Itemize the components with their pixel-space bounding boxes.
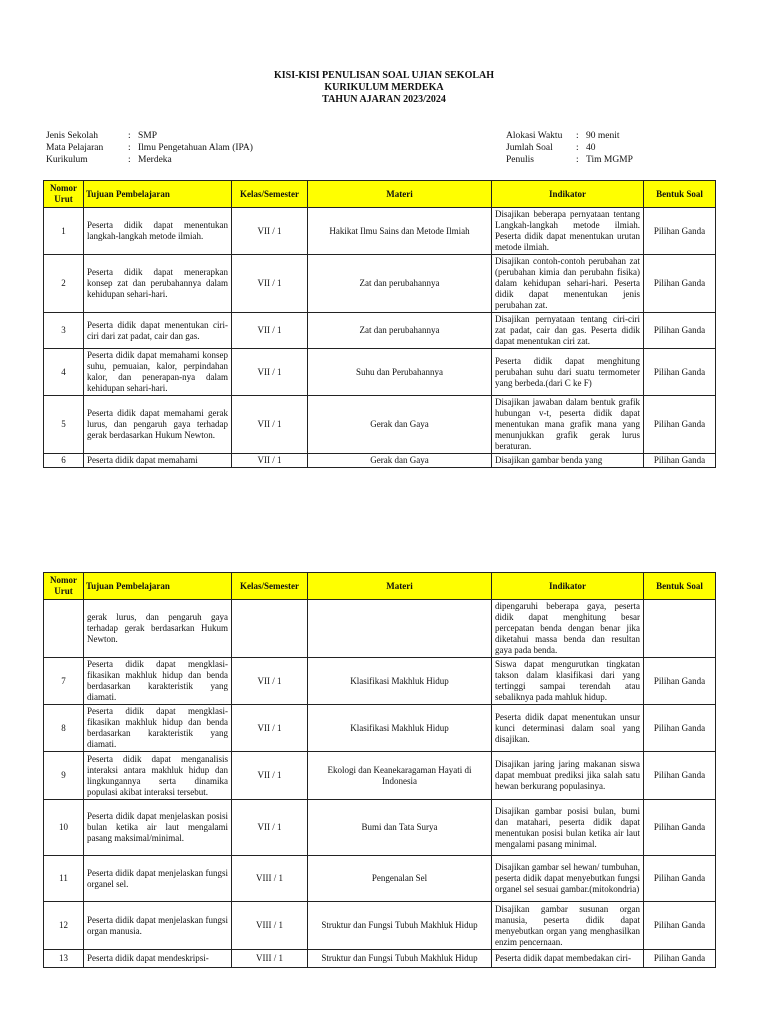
cell-tujuan: Peserta didik dapat mengklasi-fikasikan makhluk hidup dan benda berdasarkan karakteristik yang diamati. xyxy=(84,658,232,705)
cell-materi: Klasifikasi Makhluk Hidup xyxy=(308,658,492,705)
meta-value: SMP xyxy=(138,131,158,141)
table-row xyxy=(44,255,716,313)
cell-indikator: Disajikan beberapa pernyataan tentang Langkah-langkah metode ilmiah. Peserta didik dapat menentukan urutan metode ilmiah. xyxy=(492,208,644,255)
meta-sep: : xyxy=(128,155,131,165)
cell-materi: Zat dan perubahannya xyxy=(308,313,492,349)
cell-kelas: VII / 1 xyxy=(232,705,308,752)
blueprint-table-page1 xyxy=(43,180,716,468)
meta-label: Jenis Sekolah xyxy=(46,131,98,141)
meta-label: Mata Pelajaran xyxy=(46,143,104,153)
meta-value: 40 xyxy=(586,143,596,153)
cell-tujuan: Peserta didik dapat menjelaskan fungsi organ manusia. xyxy=(84,902,232,950)
cell-kelas: VIII / 1 xyxy=(232,856,308,902)
cell-tujuan: Peserta didik dapat mendeskripsi- xyxy=(84,950,232,968)
cell-indikator: Disajikan jaring jaring makanan siswa dapat membuat prediksi jika salah satu hewan berkurang populasinya. xyxy=(492,752,644,800)
doc-title-line3: TAHUN AJARAN 2023/2024 xyxy=(322,94,446,105)
cell-tujuan: Peserta didik dapat mengklasi-fikasikan makhluk hidup dan benda berdasarkan karakteristik yang diamati. xyxy=(84,705,232,752)
meta-row xyxy=(506,154,633,166)
table-row xyxy=(44,600,716,658)
cell-tujuan: Peserta didik dapat memahami konsep suhu, pemuaian, kalor, perpindahan kalor, dan penerapan-nya dalam kehidupan sehari-hari. xyxy=(84,349,232,396)
cell-no: 13 xyxy=(44,950,84,968)
cell-kelas: VII / 1 xyxy=(232,800,308,856)
cell-no: 10 xyxy=(44,800,84,856)
doc-title-line1: KISI-KISI PENULISAN SOAL UJIAN SEKOLAH xyxy=(273,70,495,81)
doc-title-line2: KURIKULUM MERDEKA xyxy=(324,82,444,93)
cell-indikator: dipengaruhi beberapa gaya, peserta didik dapat menghitung besar percepatan benda dengan benar jika diketahui massa benda dan resultan gaya pada benda. xyxy=(492,600,644,658)
meta-label: Jumlah Soal xyxy=(506,143,553,153)
table-row xyxy=(44,902,716,950)
cell-no: 8 xyxy=(44,705,84,752)
cell-materi: Gerak dan Gaya xyxy=(308,396,492,454)
cell-materi: Zat dan perubahannya xyxy=(308,255,492,313)
cell-materi: Pengenalan Sel xyxy=(308,856,492,902)
cell-bentuk: Pilihan Ganda xyxy=(644,454,716,468)
cell-indikator: Peserta didik dapat menghitung perubahan suhu dari suatu termometer yang berbeda.(dari C ke F) xyxy=(492,349,644,396)
meta-value: 90 menit xyxy=(586,131,620,141)
cell-kelas: VII / 1 xyxy=(232,752,308,800)
cell-no: 6 xyxy=(44,454,84,468)
table-row xyxy=(44,208,716,255)
cell-no: 2 xyxy=(44,255,84,313)
table-header-row xyxy=(44,573,716,600)
cell-bentuk: Pilihan Ganda xyxy=(644,950,716,968)
cell-materi: Bumi dan Tata Surya xyxy=(308,800,492,856)
meta-sep: : xyxy=(576,143,579,153)
meta-sep: : xyxy=(576,131,579,141)
table-row xyxy=(44,313,716,349)
cell-no: 5 xyxy=(44,396,84,454)
cell-kelas: VIII / 1 xyxy=(232,950,308,968)
cell-indikator: Disajikan contoh-contoh perubahan zat (perubahan kimia dan perubahn fisika) dalam kehidupan sehari-hari. Peserta didik dapat menentukan jenis perubahan zat. xyxy=(492,255,644,313)
cell-bentuk: Pilihan Ganda xyxy=(644,752,716,800)
cell-indikator: Disajikan gambar sel hewan/ tumbuhan, peserta didik dapat menyebutkan fungsi organel sel sesuai gambar.(mitokondria) xyxy=(492,856,644,902)
cell-tujuan: Peserta didik dapat menentukan langkah-langkah metode ilmiah. xyxy=(84,208,232,255)
cell-no: 12 xyxy=(44,902,84,950)
table-row xyxy=(44,856,716,902)
cell-tujuan: gerak lurus, dan pengaruh gaya terhadap gerak berdasarkan Hukum Newton. xyxy=(84,600,232,658)
cell-no xyxy=(44,600,84,658)
cell-bentuk: Pilihan Ganda xyxy=(644,800,716,856)
cell-tujuan: Peserta didik dapat menjelaskan posisi bulan ketika air laut mengalami pasang maksimal/minimal. xyxy=(84,800,232,856)
meta-value: Ilmu Pengetahuan Alam (IPA) xyxy=(138,143,253,153)
cell-bentuk: Pilihan Ganda xyxy=(644,208,716,255)
cell-no: 4 xyxy=(44,349,84,396)
cell-tujuan: Peserta didik dapat memahami xyxy=(84,454,232,468)
cell-no: 1 xyxy=(44,208,84,255)
col-header-bentuk: Bentuk Soal xyxy=(644,181,716,208)
cell-indikator: Peserta didik dapat menentukan unsur kunci determinasi dalam soal yang disajikan. xyxy=(492,705,644,752)
meta-left xyxy=(46,130,253,166)
cell-bentuk: Pilihan Ganda xyxy=(644,705,716,752)
meta-row xyxy=(46,154,253,166)
cell-kelas: VII / 1 xyxy=(232,396,308,454)
table-header-row xyxy=(44,181,716,208)
cell-indikator: Disajikan jawaban dalam bentuk grafik hubungan v-t, peserta didik dapat menentukan mana grafik mana yang menunjukkan grafik gerak lurus beraturan. xyxy=(492,396,644,454)
col-header-materi: Materi xyxy=(308,573,492,600)
col-header-tujuan: Tujuan Pembelajaran xyxy=(84,181,232,208)
col-header-indikator: Indikator xyxy=(492,573,644,600)
cell-tujuan: Peserta didik dapat menerapkan konsep zat dan perubahannya dalam kehidupan sehari-hari. xyxy=(84,255,232,313)
cell-kelas: VII / 1 xyxy=(232,255,308,313)
cell-materi: Struktur dan Fungsi Tubuh Makhluk Hidup xyxy=(308,902,492,950)
table-row xyxy=(44,950,716,968)
cell-no: 11 xyxy=(44,856,84,902)
meta-value: Merdeka xyxy=(138,155,172,165)
col-header-materi: Materi xyxy=(308,181,492,208)
col-header-kelas: Kelas/Semester xyxy=(232,181,308,208)
col-header-bentuk: Bentuk Soal xyxy=(644,573,716,600)
col-header-no: Nomor Urut xyxy=(44,573,84,600)
cell-materi: Gerak dan Gaya xyxy=(308,454,492,468)
cell-indikator: Peserta didik dapat membedakan ciri- xyxy=(492,950,644,968)
col-header-tujuan: Tujuan Pembelajaran xyxy=(84,573,232,600)
table-row xyxy=(44,454,716,468)
table-row xyxy=(44,349,716,396)
cell-kelas xyxy=(232,600,308,658)
cell-bentuk xyxy=(644,600,716,658)
cell-tujuan: Peserta didik dapat menjelaskan fungsi organel sel. xyxy=(84,856,232,902)
cell-no: 7 xyxy=(44,658,84,705)
cell-bentuk: Pilihan Ganda xyxy=(644,349,716,396)
cell-no: 3 xyxy=(44,313,84,349)
meta-label: Penulis xyxy=(506,155,534,165)
cell-indikator: Siswa dapat mengurutkan tingkatan takson dalam klasifikasi dari yang tertinggi sampai terendah atau sebaliknya pada mahluk hidup. xyxy=(492,658,644,705)
meta-right xyxy=(506,130,633,166)
meta-row xyxy=(46,142,253,154)
cell-indikator: Disajikan gambar posisi bulan, bumi dan matahari, peserta didik dapat menentukan posisi bulan ketika air laut mengalami pasang minimal. xyxy=(492,800,644,856)
meta-sep: : xyxy=(128,143,131,153)
cell-indikator: Disajikan pernyataan tentang ciri-ciri zat padat, cair dan gas. Peserta didik dapat menentukan ciri zat. xyxy=(492,313,644,349)
cell-materi: Klasifikasi Makhluk Hidup xyxy=(308,705,492,752)
cell-kelas: VII / 1 xyxy=(232,658,308,705)
cell-bentuk: Pilihan Ganda xyxy=(644,902,716,950)
cell-no: 9 xyxy=(44,752,84,800)
meta-label: Alokasi Waktu xyxy=(506,131,563,141)
cell-tujuan: Peserta didik dapat menentukan ciri-ciri dari zat padat, cair dan gas. xyxy=(84,313,232,349)
cell-kelas: VII / 1 xyxy=(232,313,308,349)
cell-kelas: VII / 1 xyxy=(232,208,308,255)
table-row xyxy=(44,658,716,705)
cell-materi: Struktur dan Fungsi Tubuh Makhluk Hidup xyxy=(308,950,492,968)
meta-row xyxy=(46,130,253,142)
meta-row xyxy=(506,130,633,142)
cell-kelas: VII / 1 xyxy=(232,349,308,396)
cell-tujuan: Peserta didik dapat memahami gerak lurus, dan pengaruh gaya terhadap gerak berdasarkan Hukum Newton. xyxy=(84,396,232,454)
cell-materi: Suhu dan Perubahannya xyxy=(308,349,492,396)
cell-materi xyxy=(308,600,492,658)
cell-bentuk: Pilihan Ganda xyxy=(644,658,716,705)
cell-indikator: Disajikan gambar benda yang xyxy=(492,454,644,468)
table-row xyxy=(44,800,716,856)
table-row xyxy=(44,752,716,800)
cell-bentuk: Pilihan Ganda xyxy=(644,255,716,313)
cell-bentuk: Pilihan Ganda xyxy=(644,396,716,454)
cell-indikator: Disajikan gambar susunan organ manusia, peserta didik dapat menyebutkan organ yang menghasilkan enzim pencernaan. xyxy=(492,902,644,950)
cell-bentuk: Pilihan Ganda xyxy=(644,313,716,349)
cell-kelas: VII / 1 xyxy=(232,454,308,468)
meta-value: Tim MGMP xyxy=(586,155,633,165)
cell-materi: Hakikat Ilmu Sains dan Metode Ilmiah xyxy=(308,208,492,255)
table-row xyxy=(44,396,716,454)
cell-tujuan: Peserta didik dapat menganalisis interaksi antara makhluk hidup dan lingkungannya serta dinamika populasi akibat interaksi tersebut. xyxy=(84,752,232,800)
cell-bentuk: Pilihan Ganda xyxy=(644,856,716,902)
table-row xyxy=(44,705,716,752)
cell-materi: Ekologi dan Keanekaragaman Hayati di Indonesia xyxy=(308,752,492,800)
col-header-indikator: Indikator xyxy=(492,181,644,208)
col-header-kelas: Kelas/Semester xyxy=(232,573,308,600)
meta-sep: : xyxy=(576,155,579,165)
meta-sep: : xyxy=(128,131,131,141)
meta-row xyxy=(506,142,633,154)
cell-kelas: VIII / 1 xyxy=(232,902,308,950)
blueprint-table-page2 xyxy=(43,572,716,968)
col-header-no: Nomor Urut xyxy=(44,181,84,208)
meta-label: Kurikulum xyxy=(46,155,88,165)
